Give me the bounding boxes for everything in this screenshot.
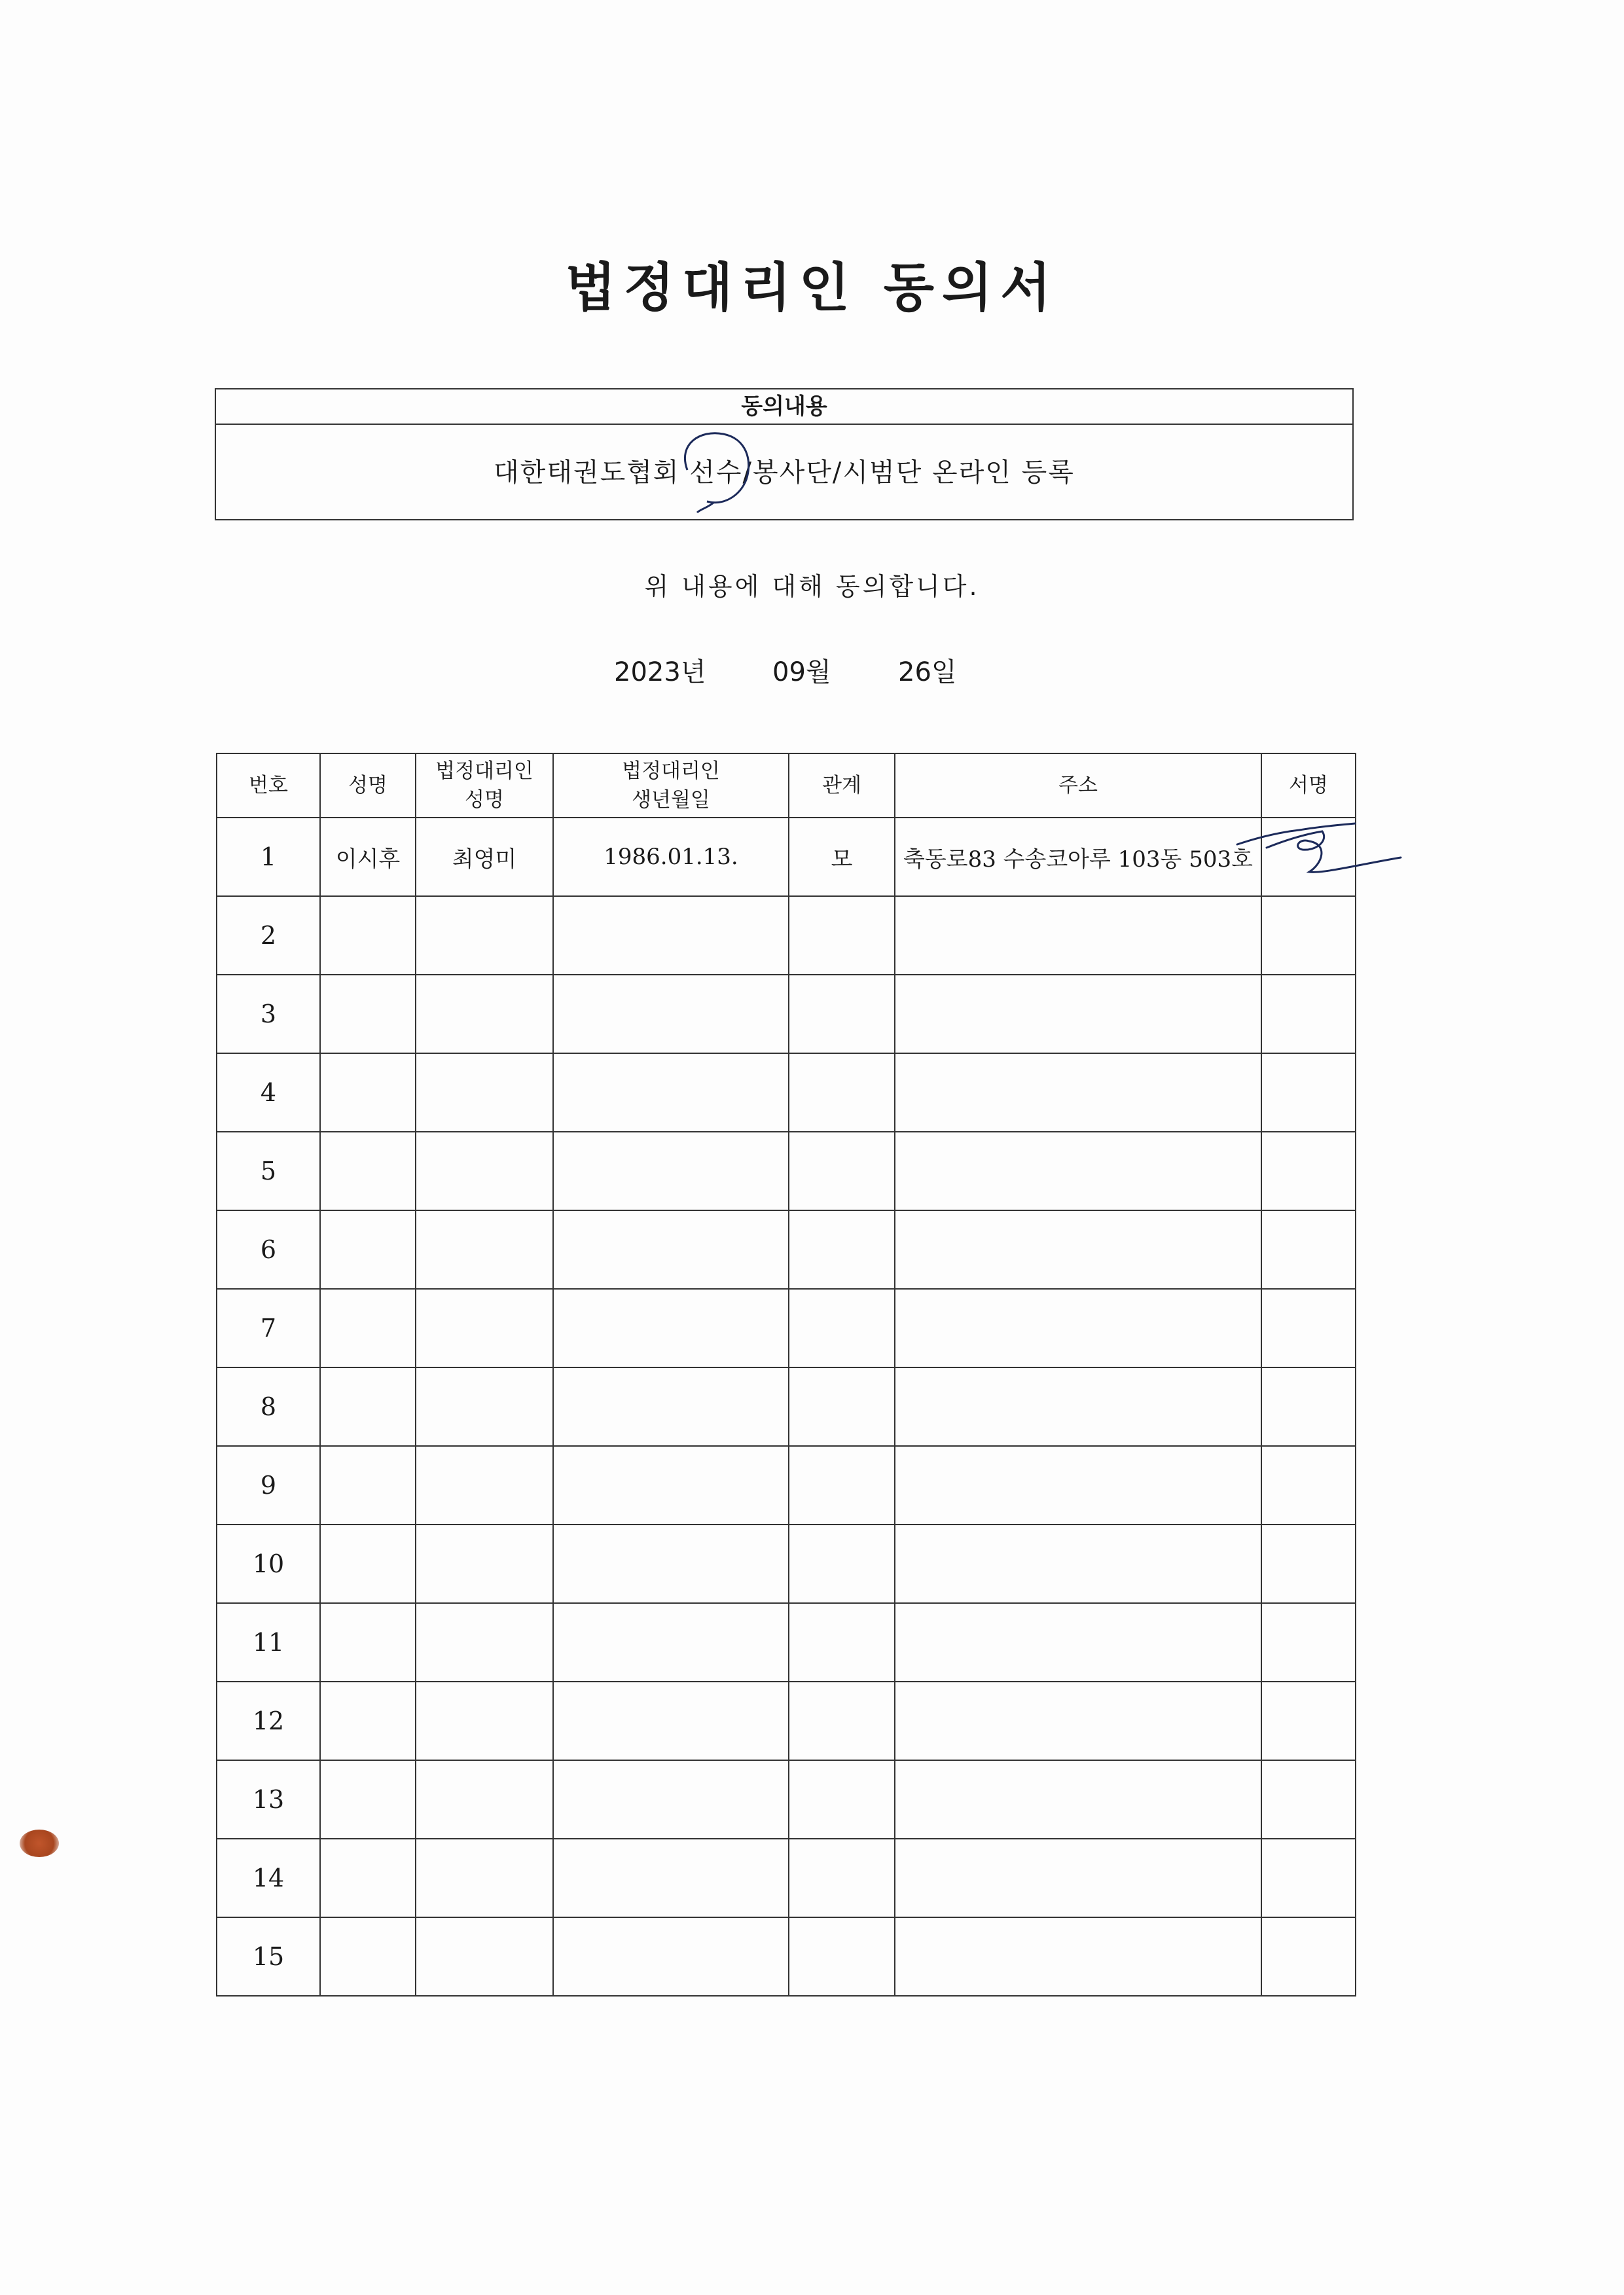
cell-signature bbox=[1261, 1917, 1356, 1996]
header-guardian-birth: 법정대리인 생년월일 bbox=[553, 753, 789, 818]
cell-guardian-birth bbox=[553, 975, 789, 1053]
cell-no: 4 bbox=[217, 1053, 320, 1132]
header-address: 주소 bbox=[895, 753, 1261, 818]
cell-relation: 모 bbox=[789, 818, 895, 896]
cell-address bbox=[895, 1210, 1261, 1289]
cell-relation bbox=[789, 1210, 895, 1289]
cell-guardian-name bbox=[416, 1289, 553, 1367]
document-title: 법정대리인 동의서 bbox=[565, 257, 1059, 318]
cell-guardian-name bbox=[416, 1917, 553, 1996]
table-row bbox=[217, 1603, 1356, 1682]
cell-no: 6 bbox=[217, 1210, 320, 1289]
cell-name bbox=[320, 1289, 416, 1367]
cell-relation bbox=[789, 1446, 895, 1525]
table-row bbox=[217, 1446, 1356, 1525]
table-row bbox=[217, 896, 1356, 975]
cell-no: 15 bbox=[217, 1917, 320, 1996]
cell-guardian-name bbox=[416, 1682, 553, 1760]
cell-guardian-name bbox=[416, 1367, 553, 1446]
cell-address: 축동로83 수송코아루 103동 503호 bbox=[895, 818, 1261, 896]
cell-address bbox=[895, 1525, 1261, 1603]
cell-no: 11 bbox=[217, 1603, 320, 1682]
consent-section bbox=[215, 388, 1354, 520]
cell-relation bbox=[789, 1132, 895, 1210]
cell-name bbox=[320, 975, 416, 1053]
table-row bbox=[217, 1210, 1356, 1289]
cell-address bbox=[895, 1839, 1261, 1917]
cell-no: 1 bbox=[217, 818, 320, 896]
cell-name bbox=[320, 1367, 416, 1446]
cell-guardian-name: 최영미 bbox=[416, 818, 553, 896]
consent-text: 대한태권도협회 선수/봉사단/시범단 온라인 등록 bbox=[494, 458, 1075, 488]
cell-address bbox=[895, 1132, 1261, 1210]
header-signature: 서명 bbox=[1261, 753, 1356, 818]
cell-guardian-birth bbox=[553, 1210, 789, 1289]
cell-signature bbox=[1261, 1603, 1356, 1682]
cell-name bbox=[320, 1760, 416, 1839]
cell-guardian-name bbox=[416, 1446, 553, 1525]
cell-address bbox=[895, 975, 1261, 1053]
cell-guardian-name bbox=[416, 1210, 553, 1289]
cell-name: 이시후 bbox=[320, 818, 416, 896]
guardian-table bbox=[216, 753, 1356, 1997]
cell-no: 3 bbox=[217, 975, 320, 1053]
cell-guardian-birth bbox=[553, 1603, 789, 1682]
table-row bbox=[217, 818, 1356, 896]
cell-guardian-birth bbox=[553, 1525, 789, 1603]
cell-guardian-name bbox=[416, 975, 553, 1053]
cell-signature bbox=[1261, 1839, 1356, 1917]
cell-no: 10 bbox=[217, 1525, 320, 1603]
table-header-row bbox=[217, 753, 1356, 818]
table-row bbox=[217, 1289, 1356, 1367]
cell-name bbox=[320, 896, 416, 975]
cell-name bbox=[320, 1682, 416, 1760]
selection-circle-mark bbox=[661, 424, 759, 516]
table-row bbox=[217, 1525, 1356, 1603]
cell-guardian-name bbox=[416, 896, 553, 975]
stain-mark bbox=[20, 1830, 59, 1857]
cell-guardian-name bbox=[416, 1053, 553, 1132]
cell-guardian-birth bbox=[553, 1289, 789, 1367]
date-year: 2023년 bbox=[614, 657, 706, 687]
cell-no: 2 bbox=[217, 896, 320, 975]
cell-guardian-name bbox=[416, 1839, 553, 1917]
cell-relation bbox=[789, 1917, 895, 1996]
cell-signature bbox=[1261, 1053, 1356, 1132]
cell-no: 7 bbox=[217, 1289, 320, 1367]
cell-no: 12 bbox=[217, 1682, 320, 1760]
table-row bbox=[217, 1367, 1356, 1446]
cell-no: 8 bbox=[217, 1367, 320, 1446]
cell-relation bbox=[789, 1682, 895, 1760]
cell-no: 9 bbox=[217, 1446, 320, 1525]
cell-name bbox=[320, 1839, 416, 1917]
cell-signature bbox=[1261, 1682, 1356, 1760]
cell-guardian-birth: 1986.01.13. bbox=[553, 818, 789, 896]
date-day: 26일 bbox=[898, 657, 957, 687]
cell-address bbox=[895, 1917, 1261, 1996]
cell-relation bbox=[789, 1053, 895, 1132]
table-row bbox=[217, 1132, 1356, 1210]
cell-guardian-birth bbox=[553, 1839, 789, 1917]
cell-no: 13 bbox=[217, 1760, 320, 1839]
cell-relation bbox=[789, 1603, 895, 1682]
cell-address bbox=[895, 1760, 1261, 1839]
cell-address bbox=[895, 1367, 1261, 1446]
table-row bbox=[217, 1917, 1356, 1996]
date-month: 09월 bbox=[772, 657, 831, 687]
cell-guardian-birth bbox=[553, 1760, 789, 1839]
header-name: 성명 bbox=[320, 753, 416, 818]
agreement-statement: 위 내용에 대해 동의합니다. bbox=[644, 572, 980, 601]
cell-signature bbox=[1261, 1446, 1356, 1525]
cell-guardian-name bbox=[416, 1525, 553, 1603]
cell-guardian-birth bbox=[553, 1446, 789, 1525]
cell-relation bbox=[789, 1525, 895, 1603]
cell-relation bbox=[789, 975, 895, 1053]
cell-relation bbox=[789, 1760, 895, 1839]
cell-guardian-birth bbox=[553, 1917, 789, 1996]
cell-signature bbox=[1261, 1760, 1356, 1839]
consent-header: 동의내용 bbox=[216, 389, 1352, 425]
table-row bbox=[217, 1760, 1356, 1839]
cell-guardian-birth bbox=[553, 1132, 789, 1210]
cell-guardian-name bbox=[416, 1603, 553, 1682]
signature-scribble bbox=[1231, 818, 1420, 890]
cell-address bbox=[895, 1289, 1261, 1367]
cell-address bbox=[895, 1446, 1261, 1525]
cell-address bbox=[895, 1053, 1261, 1132]
cell-name bbox=[320, 1525, 416, 1603]
header-relation: 관계 bbox=[789, 753, 895, 818]
table-row bbox=[217, 1839, 1356, 1917]
cell-guardian-birth bbox=[553, 1682, 789, 1760]
header-guardian-name: 법정대리인 성명 bbox=[416, 753, 553, 818]
cell-signature bbox=[1261, 1289, 1356, 1367]
cell-address bbox=[895, 896, 1261, 975]
table-row bbox=[217, 1682, 1356, 1760]
cell-relation bbox=[789, 1289, 895, 1367]
cell-relation bbox=[789, 1839, 895, 1917]
cell-no: 14 bbox=[217, 1839, 320, 1917]
cell-no: 5 bbox=[217, 1132, 320, 1210]
cell-name bbox=[320, 1053, 416, 1132]
cell-address bbox=[895, 1682, 1261, 1760]
cell-guardian-name bbox=[416, 1132, 553, 1210]
cell-guardian-birth bbox=[553, 1053, 789, 1132]
cell-address bbox=[895, 1603, 1261, 1682]
cell-guardian-name bbox=[416, 1760, 553, 1839]
table-row bbox=[217, 975, 1356, 1053]
cell-name bbox=[320, 1210, 416, 1289]
cell-relation bbox=[789, 896, 895, 975]
cell-guardian-birth bbox=[553, 1367, 789, 1446]
table-row bbox=[217, 1053, 1356, 1132]
cell-signature bbox=[1261, 975, 1356, 1053]
cell-signature bbox=[1261, 1525, 1356, 1603]
cell-signature bbox=[1261, 1367, 1356, 1446]
cell-relation bbox=[789, 1367, 895, 1446]
cell-name bbox=[320, 1132, 416, 1210]
cell-signature bbox=[1261, 896, 1356, 975]
cell-signature bbox=[1261, 1210, 1356, 1289]
cell-guardian-birth bbox=[553, 896, 789, 975]
cell-name bbox=[320, 1603, 416, 1682]
cell-signature bbox=[1261, 1132, 1356, 1210]
cell-name bbox=[320, 1446, 416, 1525]
header-no: 번호 bbox=[217, 753, 320, 818]
cell-name bbox=[320, 1917, 416, 1996]
